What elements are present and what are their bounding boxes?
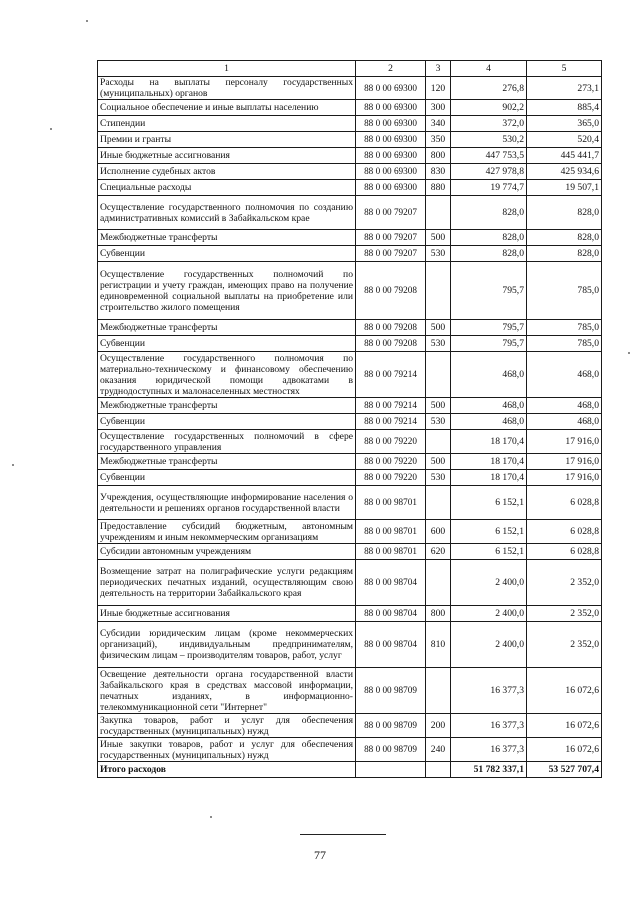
table-row: [98, 454, 602, 470]
row-name: Межбюджетные трансферты: [98, 230, 356, 246]
row-name: Межбюджетные трансферты: [98, 398, 356, 414]
row-expense-type: [426, 560, 451, 606]
row-value-year2: 468,0: [527, 414, 602, 430]
row-value-year2: 785,0: [527, 262, 602, 320]
scan-speck: [12, 464, 14, 466]
row-value-year2: 785,0: [527, 336, 602, 352]
row-value-year2: 425 934,6: [527, 164, 602, 180]
row-code: 88 0 00 79208: [356, 262, 426, 320]
row-name: Субвенции: [98, 246, 356, 262]
row-code: 88 0 00 98709: [356, 738, 426, 762]
row-name: Исполнение судебных актов: [98, 164, 356, 180]
row-value-year2: 19 507,1: [527, 180, 602, 196]
row-value-year2: 6 028,8: [527, 544, 602, 560]
row-expense-type: [426, 762, 451, 778]
row-expense-type: [426, 352, 451, 398]
header-col-4: 4: [451, 61, 527, 77]
row-expense-type: 530: [426, 246, 451, 262]
row-code: 88 0 00 79214: [356, 398, 426, 414]
row-value-year2: 6 028,8: [527, 486, 602, 520]
row-value-year2: 17 916,0: [527, 454, 602, 470]
row-expense-type: [426, 430, 451, 454]
row-name: Специальные расходы: [98, 180, 356, 196]
page-number: 77: [314, 848, 326, 862]
row-value-year1: 828,0: [451, 230, 527, 246]
row-code: 88 0 00 98709: [356, 714, 426, 738]
row-expense-type: 500: [426, 398, 451, 414]
table-row: [98, 196, 602, 230]
table-row: [98, 430, 602, 454]
row-name: Иные закупки товаров, работ и услуг для обеспечения государственных (муниципальных) нужд: [98, 738, 356, 762]
row-value-year2: 6 028,8: [527, 520, 602, 544]
row-value-year1: 18 170,4: [451, 430, 527, 454]
row-name: Субсидии юридическим лицам (кроме некоммерческих организаций), индивидуальным предпринимателям, физическим лицам – производителям товаров, работ, услуг: [98, 622, 356, 668]
table-row: [98, 148, 602, 164]
row-value-year1: 447 753,5: [451, 148, 527, 164]
row-name: Итого расходов: [98, 762, 356, 778]
table-row: [98, 230, 602, 246]
table-header-row: [98, 61, 602, 77]
row-name: Субсидии автономным учреждениям: [98, 544, 356, 560]
table-row: [98, 470, 602, 486]
row-code: 88 0 00 98704: [356, 560, 426, 606]
row-code: 88 0 00 69300: [356, 100, 426, 116]
row-expense-type: [426, 196, 451, 230]
row-value-year1: 902,2: [451, 100, 527, 116]
row-expense-type: 620: [426, 544, 451, 560]
row-name: Иные бюджетные ассигнования: [98, 606, 356, 622]
total-row: [98, 762, 602, 778]
row-value-year1: 828,0: [451, 246, 527, 262]
row-value-year1: 18 170,4: [451, 454, 527, 470]
row-value-year2: 520,4: [527, 132, 602, 148]
row-name: Освещение деятельности органа государственной власти Забайкальского края в средствах массовой информации, печатных изданиях, в информационно-телекоммуникационной сети "Интернет": [98, 668, 356, 714]
table-row: [98, 100, 602, 116]
table-row: [98, 544, 602, 560]
row-name: Стипендии: [98, 116, 356, 132]
row-value-year1: 51 782 337,1: [451, 762, 527, 778]
row-value-year1: 795,7: [451, 320, 527, 336]
table-row: [98, 738, 602, 762]
table-row: [98, 116, 602, 132]
row-value-year2: 468,0: [527, 352, 602, 398]
row-expense-type: 120: [426, 77, 451, 100]
row-value-year1: 2 400,0: [451, 560, 527, 606]
row-expense-type: [426, 486, 451, 520]
scan-speck: [628, 352, 630, 354]
table-row: [98, 414, 602, 430]
row-expense-type: [426, 668, 451, 714]
row-name: Учреждения, осуществляющие информирование населения о деятельности и решениях органов государственной власти: [98, 486, 356, 520]
row-value-year1: 468,0: [451, 352, 527, 398]
table-row: [98, 520, 602, 544]
row-name: Расходы на выплаты персоналу государственных (муниципальных) органов: [98, 77, 356, 100]
row-name: Межбюджетные трансферты: [98, 454, 356, 470]
row-expense-type: 500: [426, 320, 451, 336]
row-expense-type: 240: [426, 738, 451, 762]
row-value-year1: 16 377,3: [451, 714, 527, 738]
table-row: [98, 132, 602, 148]
table-row: [98, 246, 602, 262]
row-expense-type: 530: [426, 414, 451, 430]
row-value-year2: 17 916,0: [527, 430, 602, 454]
table-row: [98, 606, 602, 622]
row-expense-type: 800: [426, 148, 451, 164]
row-value-year1: 795,7: [451, 336, 527, 352]
header-col-3: 3: [426, 61, 451, 77]
header-col-5: 5: [527, 61, 602, 77]
row-expense-type: 340: [426, 116, 451, 132]
row-name: Осуществление государственного полномочия по созданию административных комиссий в Забайкальском крае: [98, 196, 356, 230]
row-value-year2: 828,0: [527, 230, 602, 246]
row-value-year2: 828,0: [527, 246, 602, 262]
row-code: 88 0 00 79220: [356, 470, 426, 486]
table-row: [98, 622, 602, 668]
row-value-year2: 365,0: [527, 116, 602, 132]
row-name: Премии и гранты: [98, 132, 356, 148]
row-value-year2: 16 072,6: [527, 738, 602, 762]
row-value-year1: 530,2: [451, 132, 527, 148]
row-expense-type: 810: [426, 622, 451, 668]
header-col-2: 2: [356, 61, 426, 77]
row-value-year1: 6 152,1: [451, 520, 527, 544]
row-value-year1: 795,7: [451, 262, 527, 320]
row-code: 88 0 00 79207: [356, 246, 426, 262]
row-value-year1: 2 400,0: [451, 606, 527, 622]
row-value-year1: 372,0: [451, 116, 527, 132]
row-name: Социальное обеспечение и иные выплаты населению: [98, 100, 356, 116]
row-value-year2: 53 527 707,4: [527, 762, 602, 778]
row-name: Субвенции: [98, 336, 356, 352]
row-value-year2: 468,0: [527, 398, 602, 414]
row-value-year1: 16 377,3: [451, 668, 527, 714]
table-row: [98, 398, 602, 414]
table-body: [98, 77, 602, 778]
row-value-year2: 16 072,6: [527, 668, 602, 714]
row-name: Межбюджетные трансферты: [98, 320, 356, 336]
row-code: [356, 762, 426, 778]
row-code: 88 0 00 79214: [356, 414, 426, 430]
row-value-year1: 468,0: [451, 414, 527, 430]
row-value-year1: 18 170,4: [451, 470, 527, 486]
row-value-year1: 6 152,1: [451, 544, 527, 560]
row-code: 88 0 00 98704: [356, 606, 426, 622]
row-name: Субвенции: [98, 414, 356, 430]
row-expense-type: 880: [426, 180, 451, 196]
row-value-year2: 2 352,0: [527, 606, 602, 622]
row-value-year1: 16 377,3: [451, 738, 527, 762]
row-code: 88 0 00 98709: [356, 668, 426, 714]
row-value-year1: 19 774,7: [451, 180, 527, 196]
row-value-year1: 6 152,1: [451, 486, 527, 520]
row-expense-type: 300: [426, 100, 451, 116]
table-row: [98, 668, 602, 714]
table-row: [98, 262, 602, 320]
row-code: 88 0 00 79220: [356, 454, 426, 470]
row-value-year2: 273,1: [527, 77, 602, 100]
table-row: [98, 352, 602, 398]
row-code: 88 0 00 69300: [356, 77, 426, 100]
row-value-year2: 2 352,0: [527, 622, 602, 668]
row-code: 88 0 00 79208: [356, 336, 426, 352]
row-expense-type: 500: [426, 230, 451, 246]
row-code: 88 0 00 79214: [356, 352, 426, 398]
row-value-year2: 885,4: [527, 100, 602, 116]
row-name: Иные бюджетные ассигнования: [98, 148, 356, 164]
row-value-year1: 276,8: [451, 77, 527, 100]
row-value-year2: 828,0: [527, 196, 602, 230]
row-code: 88 0 00 69300: [356, 180, 426, 196]
row-code: 88 0 00 79208: [356, 320, 426, 336]
row-value-year2: 16 072,6: [527, 714, 602, 738]
row-value-year1: 468,0: [451, 398, 527, 414]
scan-speck: [210, 816, 212, 818]
row-code: 88 0 00 98701: [356, 486, 426, 520]
table-row: [98, 560, 602, 606]
row-expense-type: 500: [426, 454, 451, 470]
row-code: 88 0 00 69300: [356, 164, 426, 180]
row-expense-type: [426, 262, 451, 320]
row-code: 88 0 00 98704: [356, 622, 426, 668]
row-value-year1: 2 400,0: [451, 622, 527, 668]
table-row: [98, 320, 602, 336]
row-code: 88 0 00 98701: [356, 544, 426, 560]
row-value-year2: 445 441,7: [527, 148, 602, 164]
row-expense-type: 530: [426, 470, 451, 486]
row-code: 88 0 00 69300: [356, 116, 426, 132]
row-code: 88 0 00 79207: [356, 196, 426, 230]
row-code: 88 0 00 69300: [356, 148, 426, 164]
table-row: [98, 164, 602, 180]
row-name: Осуществление государственных полномочий в сфере государственного управления: [98, 430, 356, 454]
row-value-year2: 17 916,0: [527, 470, 602, 486]
row-expense-type: 800: [426, 606, 451, 622]
row-name: Возмещение затрат на полиграфические услуги редакциям периодических печатных изданий, осуществляющим свою деятельность на территории Забайкальского края: [98, 560, 356, 606]
row-code: 88 0 00 69300: [356, 132, 426, 148]
row-value-year2: 785,0: [527, 320, 602, 336]
row-value-year2: 2 352,0: [527, 560, 602, 606]
table-row: [98, 486, 602, 520]
table-row: [98, 180, 602, 196]
row-name: Осуществление государственного полномочия по материально-техническому и финансовому обеспечению оказания юридической помощи адвокатами в труднодоступных и малонаселенных местностях: [98, 352, 356, 398]
footer-divider: [300, 834, 386, 835]
row-expense-type: 530: [426, 336, 451, 352]
row-code: 88 0 00 79220: [356, 430, 426, 454]
row-code: 88 0 00 79207: [356, 230, 426, 246]
row-expense-type: 830: [426, 164, 451, 180]
table-row: [98, 336, 602, 352]
scan-speck: [86, 20, 88, 22]
table-row: [98, 714, 602, 738]
expenditure-table: [97, 60, 602, 778]
row-value-year1: 427 978,8: [451, 164, 527, 180]
row-value-year1: 828,0: [451, 196, 527, 230]
row-code: 88 0 00 98701: [356, 520, 426, 544]
row-expense-type: 600: [426, 520, 451, 544]
row-name: Предоставление субсидий бюджетным, автономным учреждениям и иным некоммерческим организациям: [98, 520, 356, 544]
header-col-1: 1: [98, 61, 356, 77]
row-expense-type: 200: [426, 714, 451, 738]
table-row: [98, 77, 602, 100]
row-name: Закупка товаров, работ и услуг для обеспечения государственных (муниципальных) нужд: [98, 714, 356, 738]
scan-speck: [50, 128, 52, 130]
row-expense-type: 350: [426, 132, 451, 148]
row-name: Осуществление государственных полномочий по регистрации и учету граждан, имеющих право на получение единовременной социальной выплаты на приобретение или строительство жилого помещения: [98, 262, 356, 320]
row-name: Субвенции: [98, 470, 356, 486]
